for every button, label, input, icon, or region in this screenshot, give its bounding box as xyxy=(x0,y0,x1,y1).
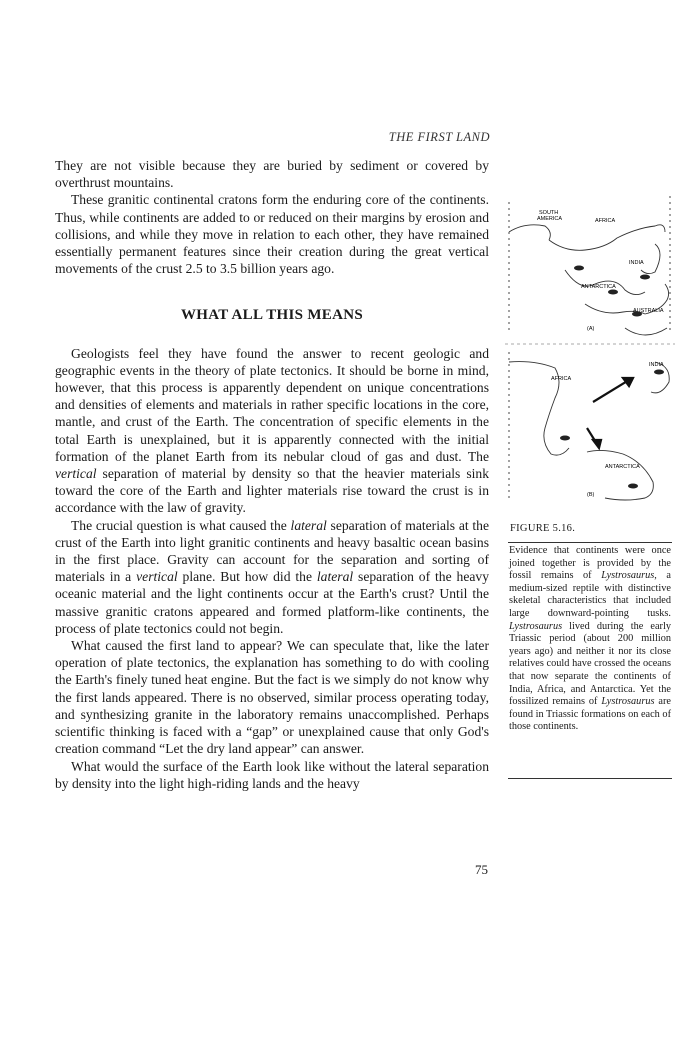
paragraph-cratons: These granitic continental cratons form the enduring core of the continents. Thus, while continents are added to or reduced on their margins by erosion and collisions, and while they move in relation to each other, they have remained essentially permanent features since their creation during the great vertical movements of the crust 2.5 to 3.5 billion years ago. xyxy=(55,192,489,277)
paragraph-surface: What would the surface of the Earth look like without the lateral separation by density into the light high-riding lands and the heavy xyxy=(55,758,489,791)
lystrosaurus-icon xyxy=(654,370,664,375)
map-b-label-africa: AFRICA xyxy=(551,376,572,382)
main-text-column xyxy=(55,157,489,792)
paragraph-continued: They are not visible because they are buried by sediment or covered by overthrust mountains. xyxy=(55,158,489,191)
lystrosaurus-icon xyxy=(640,275,650,280)
paragraph-crucial-question: The crucial question is what caused the lateral separation of materials at the crust of the Earth into light granitic continents and heavy basaltic ocean basins in the first place. Gravity can account for the separation and sorting of materials in a vertical plane. But how did the lateral separation of the heavy oceanic material and the light continents occur at the Earth's crust? Until the massive granitic cratons appeared and formed platform-like continents, the process of plate tectonics could not begin. xyxy=(55,517,489,636)
paragraph-first-land: What caused the first land to appear? We can speculate that, like the later operation of plate tectonics, the explanation has something to do with cooling the Earth's finely tuned heat engine. But the fact is we simply do not know why the first lands appeared. There is no observed, similar process operating today, and synthesizing granite in the laboratory remains unaccomplished. Perhaps scientific thinking is faced with a “gap” or unexplained cause that only God's creation command “Let the dry land appear” can answer. xyxy=(55,638,489,757)
paragraph-geologists: Geologists feel they have found the answer to recent geologic and geographic events in the theory of plate tectonics. It should be borne in mind, however, that this process is apparently dependent on unique concentrations and densities of elements and materials in rather specific locations in the core, mantle, and crust of the Earth. The concentration of specific elements in the total Earth is unexplained, but it is apparently connected with the initial formation of the planet Earth from its nebular cloud of gas and dust. The vertical separation of material by density so that the heavier materials sink toward the core of the Earth and lighter materials rise toward the crust is in accordance with the law of gravity. xyxy=(55,345,489,516)
figure-maps xyxy=(505,192,675,510)
caption-rule-top xyxy=(508,542,672,543)
map-a-label-antarctica: ANTARCTICA xyxy=(581,284,616,290)
map-b xyxy=(509,352,669,502)
section-heading: WHAT ALL THIS MEANS xyxy=(180,307,363,324)
map-b-panel-label: (B) xyxy=(587,492,595,498)
map-b-label-antarctica: ANTARCTICA xyxy=(605,464,640,470)
map-a-label-south-america: SOUTH xyxy=(539,210,559,216)
map-a-label-south-america-2: AMERICA xyxy=(537,216,563,222)
lystrosaurus-icon xyxy=(608,290,618,295)
lystrosaurus-icon xyxy=(560,436,570,441)
map-a-label-australia: AUSTRALIA xyxy=(633,308,664,314)
map-a-label-india: INDIA xyxy=(629,260,644,266)
map-a-label-africa: AFRICA xyxy=(595,218,616,224)
page-number: 75 xyxy=(475,862,488,877)
map-b-fossil-markers xyxy=(560,370,664,489)
map-a-panel-label: (A) xyxy=(587,326,595,332)
caption-rule-bottom xyxy=(508,778,672,779)
figure-label: FIGURE 5.16. xyxy=(510,523,576,534)
figure-caption: Evidence that continents were once joined together is provided by the fossil remains of Lystrosaurus, a medium-sized reptile with distinctive skeletal characteristics that included large downward-pointing tusks. Lystrosaurus lived during the early Triassic period (about 200 million years ago) and neither it nor its close relatives could have crossed the oceans that now separate the continents of India, Africa, and Antarctica. Yet the fossilized remains of Lystrosaurus are found in Triassic formations on each of those continents. xyxy=(509,545,672,733)
map-b-arrows xyxy=(587,378,633,448)
map-a xyxy=(509,196,670,335)
lystrosaurus-icon xyxy=(628,484,638,489)
lystrosaurus-icon xyxy=(574,266,584,271)
map-b-label-india: INDIA xyxy=(649,362,664,368)
running-head: THE FIRST LAND xyxy=(388,130,490,144)
